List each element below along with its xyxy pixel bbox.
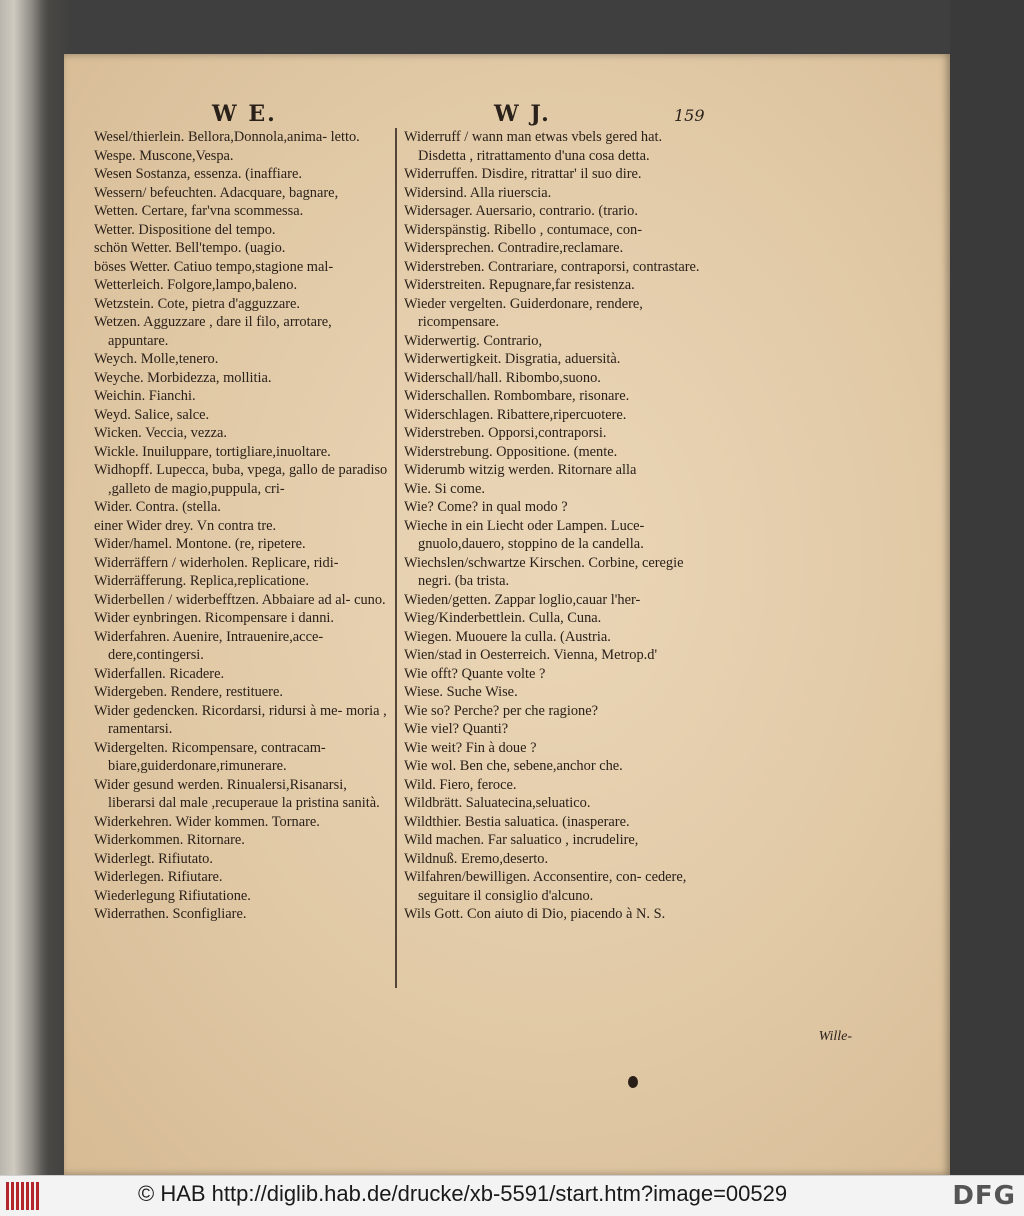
- entry: Wickle. Inuiluppare, tortigliare,inuoltare.: [94, 443, 331, 460]
- entry: Weichin. Fianchi.: [94, 388, 196, 404]
- entry: Wie wol. Ben che, sebene,anchor che.: [404, 758, 623, 774]
- entry: Wie so? Perche? per che ragione?: [404, 702, 598, 719]
- dfg-logo: DFG: [952, 1181, 1016, 1211]
- entry: Wespe. Muscone,Vespa.: [94, 147, 234, 164]
- entry: Weyche. Morbidezza, mollitia.: [94, 369, 272, 386]
- copyright-link[interactable]: © HAB http://diglib.hab.de/drucke/xb-5591/start.htm?image=00529: [138, 1181, 788, 1206]
- scan-dark-margin: [950, 0, 1024, 1175]
- entry: Wieder vergelten. Guiderdonare, rendere, ricompensare.: [404, 295, 643, 330]
- entry: Widerschall/hall. Ribombo,suono.: [404, 369, 601, 386]
- entry: schön Wetter. Bell'tempo. (uagio.: [94, 240, 286, 256]
- entry: Wetzen. Agguzzare , dare il filo, arrotare, appuntare.: [94, 314, 332, 349]
- ink-blot: [628, 1076, 638, 1088]
- left-column: [94, 128, 394, 924]
- entry: Wieden/getten. Zappar loglio,cauar l'her-: [404, 591, 641, 608]
- entry: Widerfallen. Ricadere.: [94, 665, 225, 682]
- entry: einer Wider drey. Vn contra tre.: [94, 517, 277, 534]
- entry: Widerwertig. Contrario,: [404, 332, 543, 349]
- entry: Wesen Sostanza, essenza. (inaffiare.: [94, 166, 302, 182]
- entry: Wieg/Kinderbettlein. Culla, Cuna.: [404, 610, 602, 626]
- entry: Widerschallen. Rombombare, risonare.: [404, 388, 630, 404]
- entry: Widhopff. Lupecca, buba, vpega, gallo de paradiso ,galleto de magio,puppula, cri-: [94, 462, 388, 497]
- entry: Widerrathen. Sconfigliare.: [94, 906, 247, 922]
- entry: Widerruff / wann man etwas vbels gered hat. Disdetta , ritrattamento d'una cosa detta.: [404, 129, 663, 164]
- entry: Wetten. Certare, far'vna scommessa.: [94, 203, 304, 219]
- entry: Widerkehren. Wider kommen. Tornare.: [94, 813, 320, 830]
- entry: Widerstreben. Opporsi,contraporsi.: [404, 425, 607, 441]
- entry: Weyd. Salice, salce.: [94, 406, 210, 423]
- entry: Wie. Si come.: [404, 480, 485, 497]
- entry: Wieche in ein Liecht oder Lampen. Luce- gnuolo,dauero, stoppino de la candella.: [404, 517, 645, 552]
- entry: Wils Gott. Con aiuto di Dio, piacendo à N. S.: [404, 906, 666, 922]
- entry: Wildnuß. Eremo,deserto.: [404, 850, 549, 867]
- entry: Widergeben. Rendere, restituere.: [94, 684, 283, 700]
- entry: Wetter. Dispositione del tempo.: [94, 221, 276, 238]
- entry: Wider/hamel. Montone. (re, ripetere.: [94, 536, 306, 552]
- entry: Wie? Come? in qual modo ?: [404, 499, 568, 515]
- barcode-icon: [6, 1182, 40, 1210]
- entry: Widerspänstig. Ribello , contumace, con-: [404, 221, 643, 238]
- right-column: [404, 128, 704, 924]
- page-number: 159: [674, 106, 705, 125]
- entry: Widersprechen. Contradire,reclamare.: [404, 240, 624, 256]
- entry: Wild machen. Far saluatico , incrudelire,: [404, 832, 639, 848]
- entry: Widerkommen. Ritornare.: [94, 832, 245, 848]
- entry: Widersind. Alla riuerscia.: [404, 184, 552, 201]
- running-head-right: W J.: [494, 101, 551, 127]
- entry: Wesel/thierlein. Bellora,Donnola,anima- letto.: [94, 129, 360, 145]
- entry: Wilfahren/bewilligen. Acconsentire, con- cedere, seguitare il consiglio d'alcuno.: [404, 869, 687, 904]
- entry: Wiederlegung Rifiutatione.: [94, 887, 251, 904]
- entry: Widerräfferung. Replica,replicatione.: [94, 573, 309, 589]
- viewer-footer: [0, 1175, 1024, 1216]
- entry: Widerruffen. Disdire, ritrattar' il suo dire.: [404, 166, 642, 182]
- entry: Wetterleich. Folgore,lampo,baleno.: [94, 277, 298, 293]
- entry: Wildthier. Bestia saluatica. (inasperare.: [404, 813, 630, 830]
- entry: Wider eynbringen. Ricompensare i danni.: [94, 610, 334, 626]
- entry: Widerschlagen. Ribattere,ripercuotere.: [404, 406, 627, 423]
- entry: Widerbellen / widerbefftzen. Abbaiare ad al- cuno.: [94, 591, 386, 608]
- entry: Widersager. Auersario, contrario. (trario.: [404, 203, 638, 219]
- entry: Wie weit? Fin à doue ?: [404, 739, 537, 756]
- entry: Wider gedencken. Ricordarsi, ridursi à me- moria , ramentarsi.: [94, 702, 387, 737]
- entry: Wie offt? Quante volte ?: [404, 665, 546, 682]
- entry: Widerumb witzig werden. Ritornare alla: [404, 462, 637, 478]
- entry: Widerstrebung. Oppositione. (mente.: [404, 443, 618, 460]
- entry: Wiechslen/schwartze Kirschen. Corbine, ceregie negri. (ba trista.: [404, 554, 684, 589]
- book-page: [64, 54, 950, 1175]
- column-rule: [395, 128, 397, 988]
- entry: Widerstreben. Contrariare, contraporsi, contrastare.: [404, 258, 700, 275]
- entry: Widergelten. Ricompensare, contracam- biare,guiderdonare,rimunerare.: [94, 739, 326, 774]
- running-head-left: W E.: [212, 101, 277, 127]
- entry: Wessern/ befeuchten. Adacquare, bagnare,: [94, 184, 339, 201]
- entry: böses Wetter. Catiuo tempo,stagione mal-: [94, 258, 334, 275]
- entry: Wider. Contra. (stella.: [94, 499, 221, 515]
- entry: Widerlegt. Rifiutato.: [94, 850, 213, 867]
- entry: Wiegen. Muouere la culla. (Austria.: [404, 628, 611, 645]
- entry: Widerwertigkeit. Disgratia, aduersità.: [404, 351, 621, 367]
- entry: Wie viel? Quanti?: [404, 721, 509, 737]
- entry: Widerräffern / widerholen. Replicare, ridi-: [94, 554, 339, 571]
- entry: Wien/stad in Oesterreich. Vienna, Metrop.d': [404, 647, 658, 663]
- entry: Wiese. Suche Wise.: [404, 684, 518, 700]
- entry: Widerlegen. Rifiutare.: [94, 869, 223, 885]
- entry: Widerstreiten. Repugnare,far resistenza.: [404, 277, 635, 293]
- catchword: Wille-: [818, 1029, 852, 1044]
- entry: Wicken. Veccia, vezza.: [94, 425, 227, 441]
- entry: Wider gesund werden. Rinualersi,Risanarsi, liberarsi dal male ,recuperaue la pristina sanità.: [94, 776, 380, 811]
- entry: Weych. Molle,tenero.: [94, 351, 219, 367]
- entry: Widerfahren. Auenire, Intrauenire,acce- dere,contingersi.: [94, 628, 324, 663]
- entry: Wildbrätt. Saluatecina,seluatico.: [404, 795, 591, 811]
- entry: Wetzstein. Cote, pietra d'agguzzare.: [94, 295, 301, 312]
- entry: Wild. Fiero, feroce.: [404, 776, 517, 793]
